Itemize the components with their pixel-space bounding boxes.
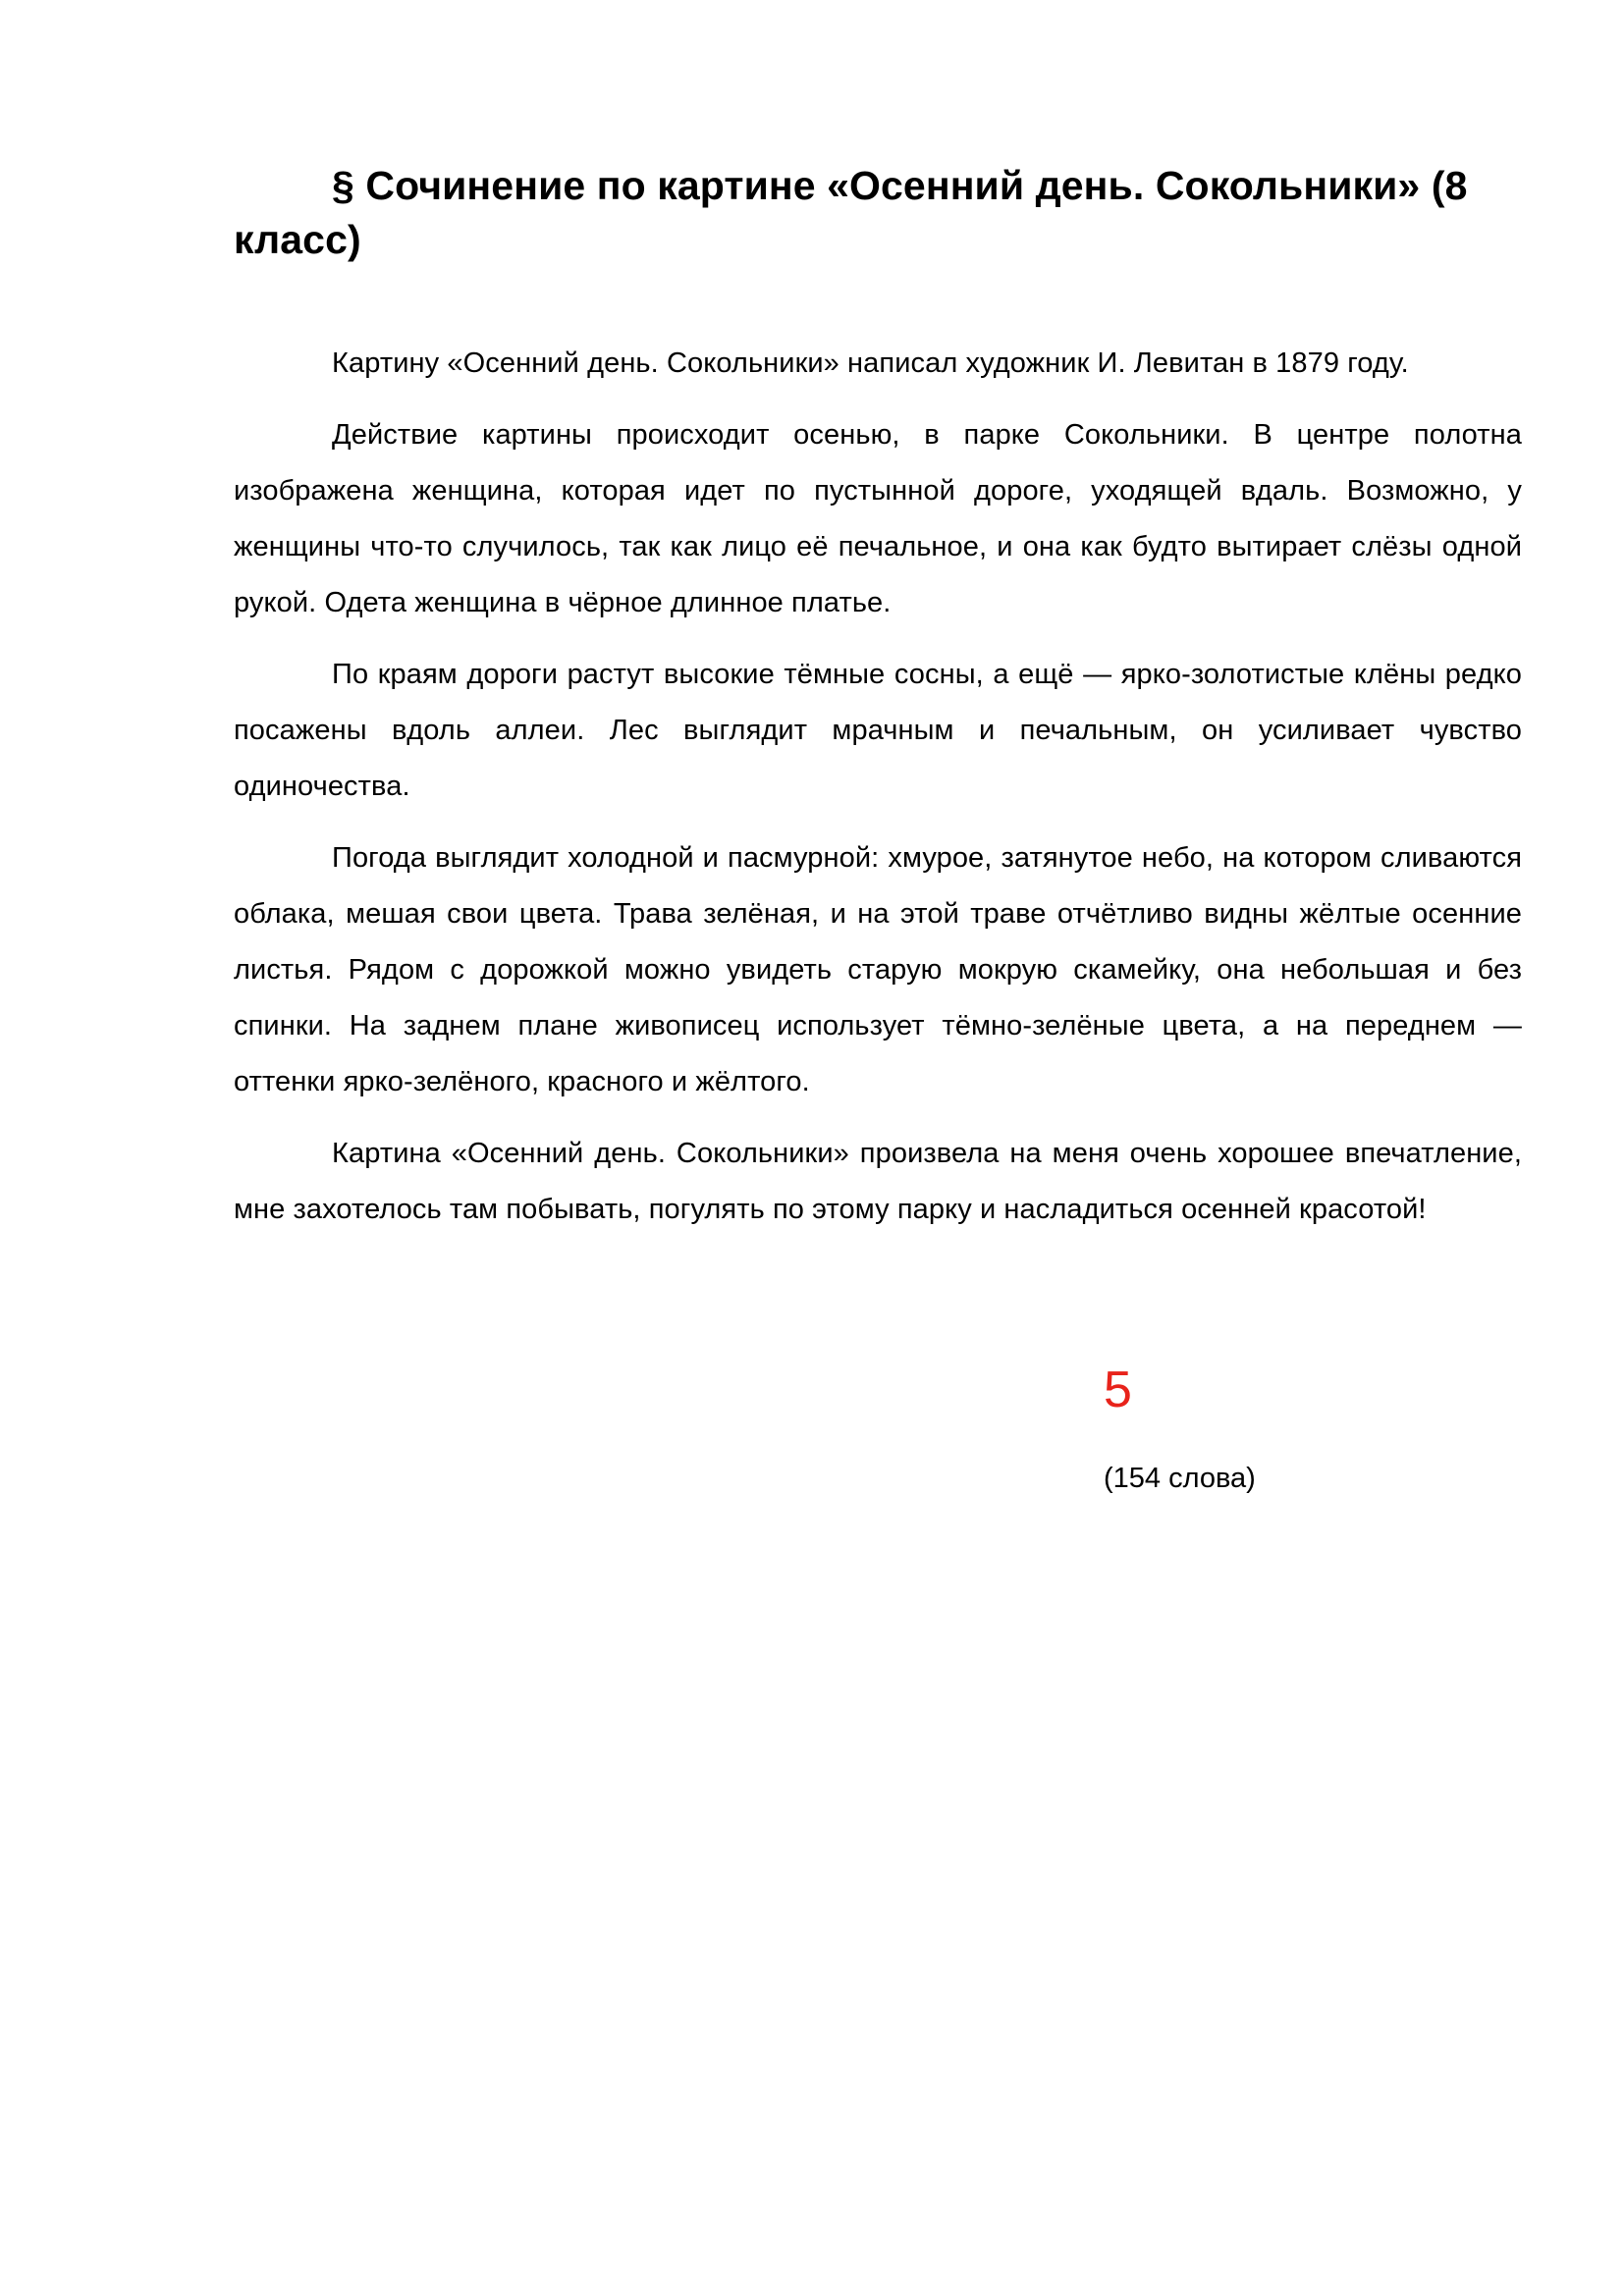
word-count: (154 слова) xyxy=(1104,1463,1256,1494)
essay-body xyxy=(234,336,1522,1254)
document-title: § Сочинение по картине «Осенний день. Сокольники» (8 класс) xyxy=(234,163,1468,262)
essay-paragraph-5: Картина «Осенний день. Сокольники» произвела на меня очень хорошее впечатление, мне захотелось там побывать, погулять по этому парку и насладиться осенней красотой! xyxy=(234,1138,1522,1225)
essay-paragraph-4: Погода выглядит холодной и пасмурной: хмурое, затянутое небо, на котором сливаются облака, мешая свои цвета. Трава зелёная, и на этой траве отчётливо видны жёлтые осенние листья. Рядом с дорожкой можно увидеть старую мокрую скамейку, она небольшая и без спинки. На заднем плане живописец использует тёмно-зелёные цвета, а на переднем — оттенки ярко-зелёного, красного и жёлтого. xyxy=(234,842,1522,1097)
grade-mark: 5 xyxy=(1104,1362,1132,1418)
essay-paragraph-2: Действие картины происходит осенью, в парке Сокольники. В центре полотна изображена женщина, которая идет по пустынной дороге, уходящей вдаль. Возможно, у женщины что-то случилось, так как лицо её печальное, и она как будто вытирает слёзы одной рукой. Одета женщина в чёрное длинное платье. xyxy=(234,419,1522,618)
essay-paragraph-1: Картину «Осенний день. Сокольники» написал художник И. Левитан в 1879 году. xyxy=(332,347,1409,379)
essay-paragraph-3: По краям дороги растут высокие тёмные сосны, а ещё — ярко-золотистые клёны редко посажены вдоль аллеи. Лес выглядит мрачным и печальным, он усиливает чувство одиночества. xyxy=(234,659,1522,802)
